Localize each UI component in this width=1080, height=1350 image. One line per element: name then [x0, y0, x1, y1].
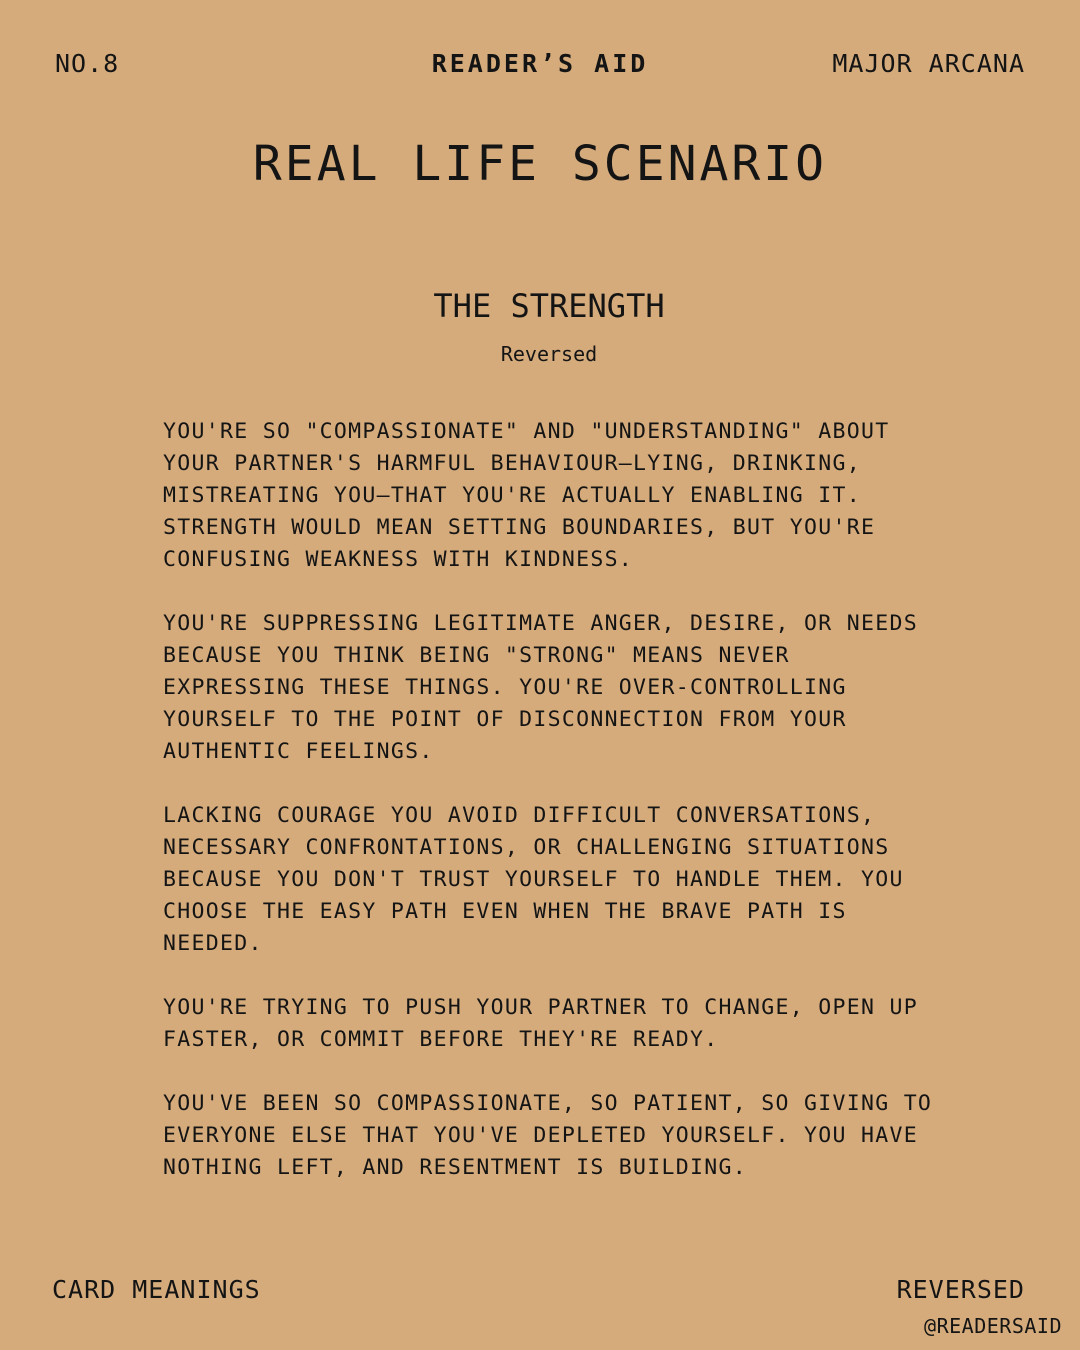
- issue-number: NO.8: [55, 49, 120, 78]
- brand-name: READER’S AID: [431, 49, 649, 78]
- orientation-label: REVERSED: [896, 1275, 1025, 1304]
- paragraph: YOU'VE BEEN SO COMPASSIONATE, SO PATIENT, SO GIVING TO EVERYONE ELSE THAT YOU'VE DEPLETED YOURSELF. YOU HAVE NOTHING LEFT, AND RESENTMENT IS BUILDING.: [163, 1091, 933, 1180]
- section-label: CARD MEANINGS: [52, 1275, 261, 1304]
- category-label: MAJOR ARCANA: [832, 49, 1025, 78]
- paragraph: LACKING COURAGE YOU AVOID DIFFICULT CONVERSATIONS, NECESSARY CONFRONTATIONS, OR CHALLENGING SITUATIONS BECAUSE YOU DON'T TRUST YOURSELF TO HANDLE THEM. YOU CHOOSE THE EASY PATH EVEN WHEN THE BRAVE PATH IS NEEDED.: [163, 803, 904, 956]
- page-title: REAL LIFE SCENARIO: [252, 136, 828, 192]
- card-name: THE STRENGTH: [433, 287, 665, 325]
- social-handle: @READERSAID: [924, 1314, 1062, 1338]
- paragraph: YOU'RE SUPPRESSING LEGITIMATE ANGER, DESIRE, OR NEEDS BECAUSE YOU THINK BEING "STRONG" MEANS NEVER EXPRESSING THESE THINGS. YOU'RE OVER-CONTROLLING YOURSELF TO THE POINT OF DISCONNECTION FROM YOUR AUTHENTIC FEELINGS.: [163, 611, 918, 764]
- paragraph: YOU'RE TRYING TO PUSH YOUR PARTNER TO CHANGE, OPEN UP FASTER, OR COMMIT BEFORE THEY'RE READY.: [163, 995, 918, 1052]
- card-orientation: Reversed: [500, 342, 598, 366]
- paragraph: YOU'RE SO "COMPASSIONATE" AND "UNDERSTANDING" ABOUT YOUR PARTNER'S HARMFUL BEHAVIOUR—LYING, DRINKING, MISTREATING YOU—THAT YOU'RE ACTUALLY ENABLING IT. STRENGTH WOULD MEAN SETTING BOUNDARIES, BUT YOU'RE CONFUSING WEAKNESS WITH KINDNESS.: [163, 419, 890, 572]
- scenario-text: [163, 416, 943, 1216]
